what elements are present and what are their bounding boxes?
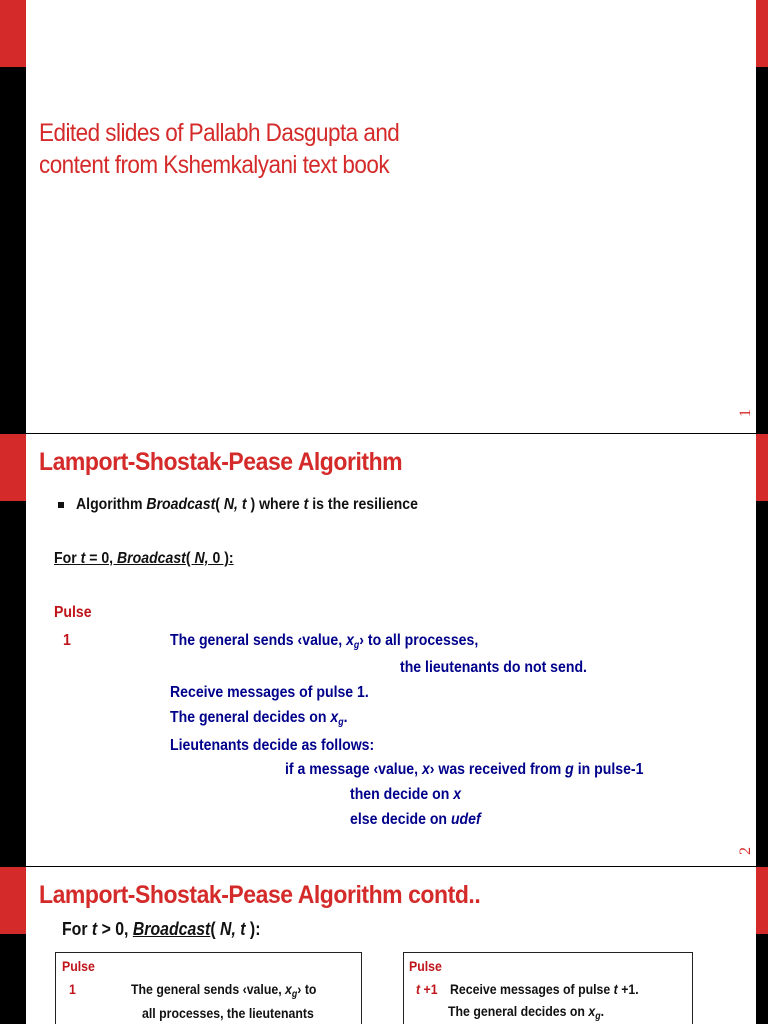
right-accent-bar [756, 434, 768, 866]
pulse-label: Pulse [62, 958, 95, 974]
algo-line-8: else decide on udef [350, 811, 481, 828]
slide-1 [0, 0, 768, 433]
algo-line-6: if a message ‹value, x› was received from g in pulse-1 [285, 761, 644, 778]
algo-line-3: Receive messages of pulse 1. [170, 684, 369, 701]
right-accent-bar [756, 0, 768, 433]
algo-line-1: The general sends ‹value, $x_g›$ to all processes, [170, 632, 479, 651]
left-line-1: The general sends ‹value, $x_g›$ to [131, 981, 317, 1000]
left-accent-bar [0, 434, 26, 866]
pulse-label: Pulse [54, 604, 92, 621]
pulse-label: Pulse [409, 958, 442, 974]
algo-line-4: The general decides on $x_g$. [170, 709, 348, 728]
pulse-table-left [55, 952, 362, 1024]
pulse-number: 1 [69, 981, 76, 997]
right-line-1: Receive messages of pulse t +1. [450, 981, 639, 997]
right-accent-bar [756, 867, 768, 1024]
bullet-marker [58, 502, 64, 508]
left-line-2: all processes, the lieutenants [142, 1005, 314, 1021]
algo-line-7: then decide on x [350, 786, 462, 803]
right-line-2: The general decides on $x_g$. [448, 1003, 605, 1022]
slide-2 [0, 434, 768, 866]
algo-line-5: Lieutenants decide as follows: [170, 737, 375, 754]
algo-line-2: the lieutenants do not send. [400, 659, 587, 676]
algorithm-line: Algorithm Broadcast( N, t ) where t is the resilience [76, 496, 418, 513]
pulse-table-right [403, 952, 693, 1024]
pulse-t-plus-1: t +1 [416, 981, 438, 997]
slide-number: 2 [737, 847, 754, 855]
pulse-number: 1 [63, 632, 71, 649]
slide-3 [0, 867, 768, 1024]
slide-3-title: Lamport-Shostak-Pease Algorithm contd.. [39, 881, 481, 909]
left-accent-bar [0, 867, 26, 1024]
slide-1-title: Edited slides of Pallabh Dasgupta and content from Kshemkalyani text book [39, 119, 400, 179]
for-t-positive-heading: For t > 0, Broadcast( N, t ): [62, 919, 261, 939]
slide-number: 1 [737, 409, 754, 417]
slide-2-title: Lamport-Shostak-Pease Algorithm [39, 448, 403, 476]
for-t-zero-heading: For t = 0, Broadcast( N, 0 ): [54, 550, 234, 567]
left-accent-bar [0, 0, 26, 433]
